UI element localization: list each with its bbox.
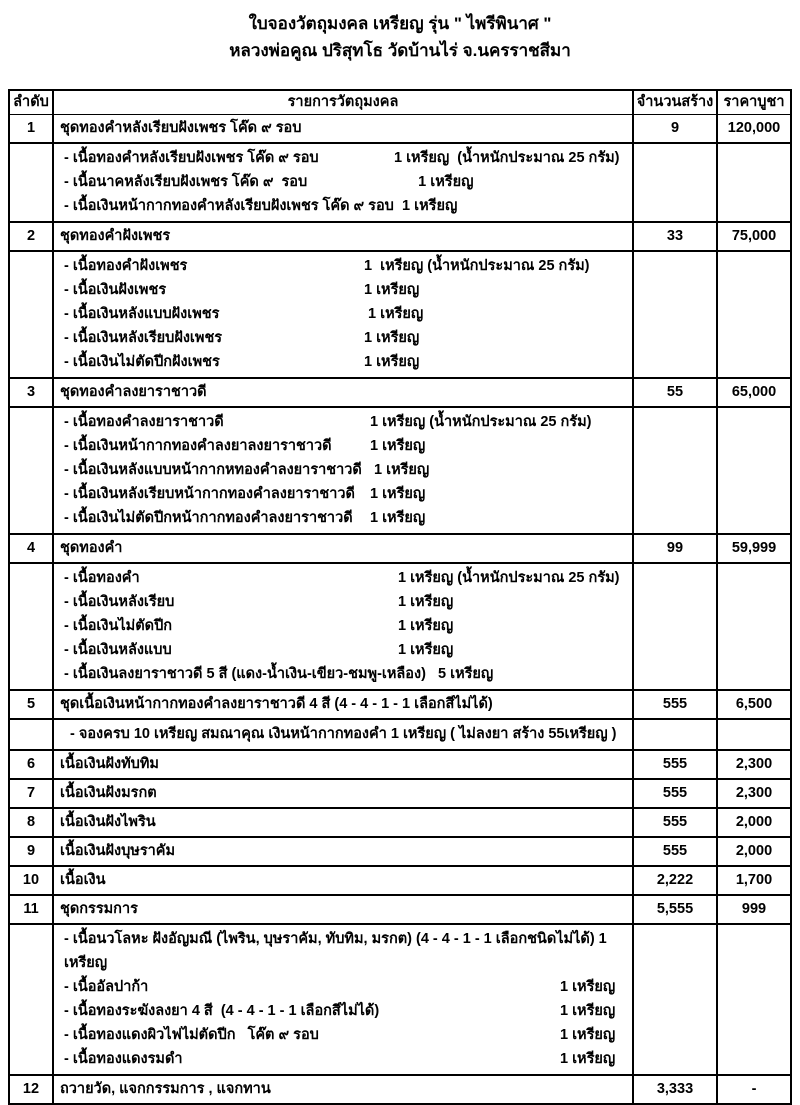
subrow-line [64,482,626,506]
subrow-line-quantity: 1 เหรียญ (น้ำหนักประมาณ 25 กรัม) [364,258,590,274]
table-row [10,836,790,865]
subrow-line-label: - เนื้อทองคำลงยาราชาวดี [64,414,224,430]
subrow-line-label: - เนื้อทองระฆังลงยา 4 สี (4 - 4 - 1 - 1 เลือกสีไม่ได้) [64,1003,380,1019]
header-price: ราคาบูชา [723,94,785,110]
table-row [10,115,790,142]
subrow-line-label: - จองครบ 10 เหรียญ สมณาคุณ เงินหน้ากากทองคำ 1 เหรียญ ( ไม่ลงยา สร้าง 55เหรียญ ) [70,726,617,742]
subrow-line-quantity: 1 เหรียญ [370,462,430,478]
subrow-line [64,590,626,614]
row-price: 1,700 [735,872,773,888]
row-quantity-made: 5,555 [634,896,718,923]
table-header-row [10,91,790,115]
subrow-line-label: - เนื้อทองคำ [64,570,140,586]
row-price: 2,300 [735,785,773,801]
row-quantity-made: 9 [634,115,718,142]
subrow-line [64,434,626,458]
subrow-line-label: - เนื้อทองแดงผิวไฟไม่ตัดปีก โค๊ต ๙ รอบ [64,1027,319,1043]
subrow-line-quantity: 1 เหรียญ [560,1051,616,1067]
table-subrow [10,562,790,689]
subrow-line-label: - เนื้อเงินหลังแบบหน้ากากหทองคำลงยาราชาวดี [64,462,362,478]
table-row [10,689,790,718]
document-header [8,10,792,64]
row-number: 3 [10,379,54,406]
subrow-line-label: - เนื้อเงินหลังเรียบหน้ากากทองคำลงยาราชาวดี [64,486,355,502]
subrow-line [64,302,626,326]
header-no: ลำดับ [10,91,54,114]
row-quantity-made: 99 [634,535,718,562]
row-item-name: เนื้อเงิน [54,867,634,894]
table-subrow [10,923,790,1074]
subrow-line [64,146,626,170]
subrow-line-quantity: 1 เหรียญ [364,306,424,322]
subrow-line-quantity: 1 เหรียญ [370,438,426,454]
subrow-line [64,254,626,278]
row-number-empty [10,408,54,533]
subrow-line-label: - เนื้อเงินหน้ากากทองคำลงยาลงยาราชาวดี [64,438,332,454]
table-row [10,749,790,778]
row-price: 59,999 [731,540,777,556]
row-number: 1 [10,115,54,142]
row-quantity-made-empty [634,720,718,749]
row-price: 75,000 [731,228,777,244]
row-number: 4 [10,535,54,562]
row-quantity-made-empty [634,144,718,221]
subrow-line-quantity: 1 เหรียญ [394,174,474,190]
row-item-name: ชุดทองคำหลังเรียบฝังเพชร โค๊ด ๙ รอบ [54,115,634,142]
row-quantity-made: 555 [634,691,718,718]
table-subrow [10,406,790,533]
row-price-empty [718,720,790,749]
subrow-line-quantity: 1 เหรียญ [364,354,420,370]
row-item-name: ชุดกรรมการ [54,896,634,923]
header-quantity-made: จำนวนสร้าง [634,91,718,114]
row-price-empty [718,408,790,533]
subrow-line-label: - เนื้อเงินหลังแบบ [64,642,172,658]
subrow-line [64,1023,626,1047]
row-price: 2,000 [735,814,773,830]
subrow-line-label: - เนื้อเงินไม่ตัดปีกฝังเพชร [64,354,220,370]
subrow-line-label: - เนื้อเงินฝังเพชร [64,282,167,298]
document-subtitle: หลวงพ่อคูณ ปริสุทโธ วัดบ้านไร่ จ.นครราชสีมา [229,41,571,60]
amulet-order-table [8,89,792,1105]
subrow-line [64,1047,626,1071]
subrow-line-quantity: 1 เหรียญ [370,510,426,526]
subrow-line-quantity: 1 เหรียญ [398,594,454,610]
table-row [10,1074,790,1103]
row-price: - [751,1081,757,1097]
row-number-empty [10,564,54,689]
subrow-line-quantity: 1 เหรียญ [364,282,420,298]
row-item-name: ชุดทองคำฝังเพชร [54,223,634,250]
subrow-line [64,566,626,590]
row-number: 11 [10,896,54,923]
subrow-line [64,410,626,434]
subrow-line [64,350,626,374]
row-number: 7 [10,780,54,807]
table-subrow [10,142,790,221]
row-number-empty [10,925,54,1074]
row-number: 9 [10,838,54,865]
subrow-line [64,638,626,662]
row-item-name: เนื้อเงินฝังบุษราคัม [54,838,634,865]
subrow-line [64,326,626,350]
row-number: 10 [10,867,54,894]
subrow-line-quantity: 1 เหรียญ [560,979,616,995]
row-quantity-made: 2,222 [634,867,718,894]
subrow-line [64,662,626,686]
row-quantity-made-empty [634,925,718,1074]
subrow-line-quantity: 1 เหรียญ (น้ำหนักประมาณ 25 กรัม) [370,414,592,430]
row-item-name: เนื้อเงินฝังไพริน [54,809,634,836]
subrow-line-quantity: 1 เหรียญ [398,618,454,634]
subrow-line-label: - เนื้อนาคหลังเรียบฝังเพชร โค๊ด ๙ รอบ [64,174,308,190]
row-number: 8 [10,809,54,836]
row-quantity-made: 555 [634,809,718,836]
subrow-line-quantity: 1 เหรียญ [370,486,426,502]
row-quantity-made: 33 [634,223,718,250]
subrow-line-label: - เนื้อนวโลหะ ฝังอัญมณี (ไพริน, บุษราคัม, ทับทิม, มรกต) (4 - 4 - 1 - 1 เลือกชนิดไม่ได้) [64,931,595,947]
subrow-line [64,927,626,975]
row-item-name: ถวายวัด, แจกกรรมการ , แจกทาน [54,1076,634,1103]
row-quantity-made-empty [634,408,718,533]
table-row [10,894,790,923]
table-row [10,533,790,562]
row-quantity-made: 555 [634,780,718,807]
table-row [10,377,790,406]
row-price: 2,300 [735,756,773,772]
row-price-empty [718,925,790,1074]
subrow-line-label: - เนื้อเงินหลังแบบฝังเพชร [64,306,220,322]
table-rows [10,115,790,1103]
row-item-name: เนื้อเงินฝังทับทิม [54,751,634,778]
subrow-line-label: - เนื้อเงินลงยาราชาวดี 5 สี (แดง-น้ำเงิน-เขียว-ชมพู-เหลือง) [64,666,426,682]
subrow-line [64,506,626,530]
row-price: 65,000 [731,384,777,400]
subrow-line-quantity: 1 เหรียญ (น้ำหนักประมาณ 25 กรัม) [394,150,620,166]
row-price: 2,000 [735,843,773,859]
row-item-name: ชุดทองคำลงยาราชาวดี [54,379,634,406]
subrow-item-cell [54,252,634,377]
subrow-item-cell [54,144,634,221]
row-quantity-made: 3,333 [634,1076,718,1103]
subrow-item-cell [54,925,634,1074]
table-row [10,221,790,250]
subrow-line [64,278,626,302]
subrow-line-label: - เนื้อเงินหน้ากากทองคำหลังเรียบฝังเพชร โค๊ด ๙ รอบ [64,198,394,214]
subrow-line-label: - เนื้อเงินไม่ตัดปีก [64,618,173,634]
row-number: 5 [10,691,54,718]
subrow-item-cell [54,564,634,689]
table-subrow [10,250,790,377]
row-number: 12 [10,1076,54,1103]
subrow-line-label: - เนื้อเงินหลังเรียบฝังเพชร [64,330,223,346]
subrow-line-quantity: 1 เหรียญ [560,1003,616,1019]
subrow-item-cell [54,720,634,749]
subrow-line-label: - เนื้ออัลปาก้า [64,979,149,995]
row-number: 2 [10,223,54,250]
row-price: 120,000 [727,120,781,136]
row-price: 999 [741,901,767,917]
subrow-line-label: - เนื้อเงินหลังเรียบ [64,594,175,610]
row-quantity-made: 55 [634,379,718,406]
row-quantity-made-empty [634,252,718,377]
table-row [10,865,790,894]
subrow-line-label: - เนื้อเงินไม่ตัดปีกหน้ากากทองคำลงยาราชาวดี [64,510,353,526]
row-number-empty [10,252,54,377]
subrow-line-quantity: 1 เหรียญ [560,1027,616,1043]
subrow-line [64,194,626,218]
row-price-empty [718,144,790,221]
row-item-name: ชุดเนื้อเงินหน้ากากทองคำลงยาราชาวดี 4 สี (4 - 4 - 1 - 1 เลือกสีไม่ได้) [54,691,634,718]
row-quantity-made: 555 [634,838,718,865]
subrow-line-quantity: 1 เหรียญ [398,642,454,658]
subrow-line [64,614,626,638]
row-quantity-made-empty [634,564,718,689]
row-quantity-made: 555 [634,751,718,778]
subrow-line [64,458,626,482]
subrow-line-quantity: 5 เหรียญ [425,666,494,682]
subrow-line [64,722,626,746]
subrow-line-label: - เนื้อทองคำหลังเรียบฝังเพชร โค๊ด ๙ รอบ [64,150,319,166]
row-number-empty [10,144,54,221]
subrow-line-quantity: 1 เหรียญ [394,198,458,214]
subrow-line-label: - เนื้อทองคำฝังเพชร [64,258,188,274]
row-price-empty [718,564,790,689]
header-item: รายการวัตถุมงคล [54,91,634,114]
subrow-line-quantity: 1 เหรียญ (น้ำหนักประมาณ 25 กรัม) [398,570,620,586]
subrow-line-quantity: 1 เหรียญ [364,330,420,346]
row-number-empty [10,720,54,749]
row-price: 6,500 [735,696,773,712]
subrow-line-label: - เนื้อทองแดงรมดำ [64,1051,183,1067]
table-row [10,778,790,807]
document-title: ใบจองวัตถุมงคล เหรียญ รุ่น " ไพรีพินาศ " [248,14,552,33]
subrow-line [64,975,626,999]
row-item-name: ชุดทองคำ [54,535,634,562]
row-number: 6 [10,751,54,778]
subrow-line [64,999,626,1023]
subrow-line-quantity: 1 เหรียญ [64,931,611,971]
subrow-item-cell [54,408,634,533]
table-row [10,807,790,836]
subrow-line [64,170,626,194]
row-price-empty [718,252,790,377]
table-subrow [10,718,790,749]
row-item-name: เนื้อเงินฝังมรกต [54,780,634,807]
